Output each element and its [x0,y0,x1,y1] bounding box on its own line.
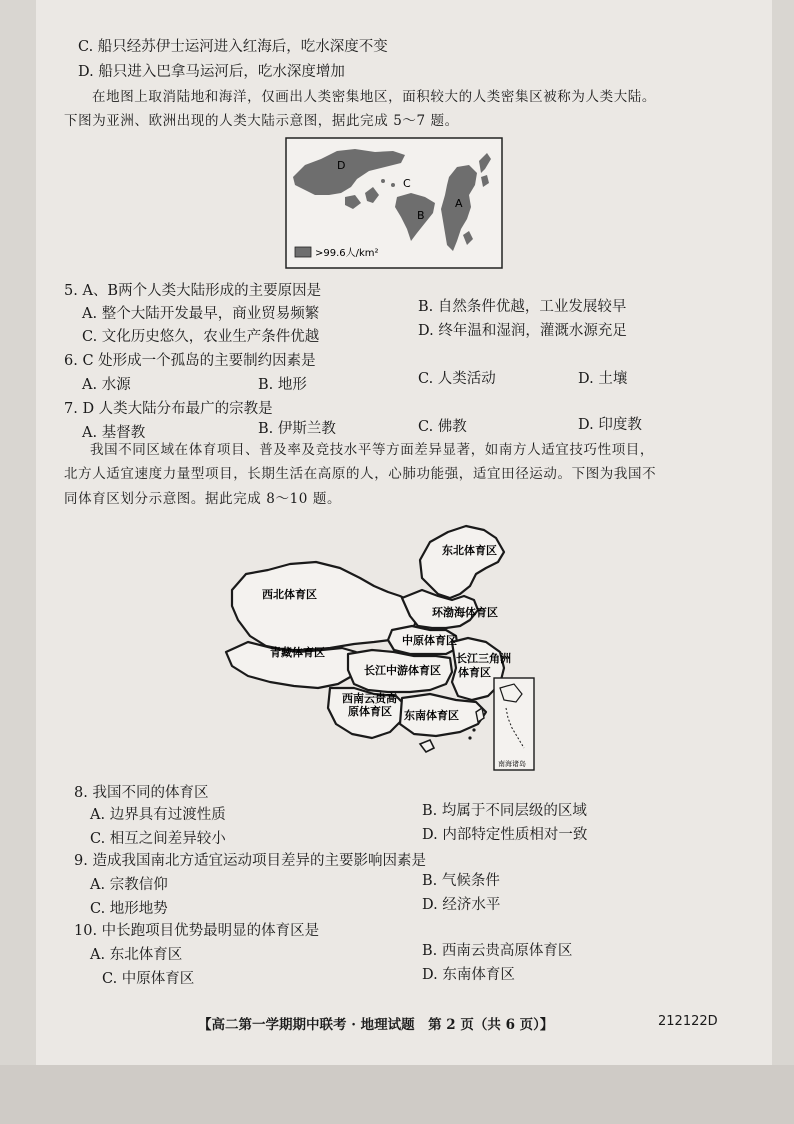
island-dot [472,728,475,731]
q9-option-b: B. 气候条件 [422,873,500,889]
label-zhongyuan: 中原体育区 [402,634,457,647]
q8-option-a: A. 边界具有过渡性质 [90,807,226,823]
label-xinan-2: 原体育区 [348,705,392,718]
q10-option-a: A. 东北体育区 [90,947,183,963]
q7-option-c: C. 佛教 [418,419,467,435]
intro-8-10-line3: 同体育区划分示意图。据此完成 8～10 题。 [64,491,342,507]
intro-8-10-line1: 我国不同区域在体育项目、普及率及竞技水平等方面差异显著，如南方人适宜技巧性项目， [90,442,654,458]
q10-option-c: C. 中原体育区 [102,971,195,987]
q5-option-d: D. 终年温和湿润，灌溉水源充足 [418,323,627,339]
legend-swatch [295,247,311,257]
page-bottom-margin [0,1065,794,1124]
label-xinan-1: 西南云贵高 [342,692,397,705]
q10-option-b: B. 西南云贵高原体育区 [422,943,573,959]
hainan-shape [420,740,434,752]
label-huanbohai: 环渤海体育区 [432,606,498,619]
q9-option-c: C. 地形地势 [90,901,168,917]
region-c-dot-2 [391,183,395,187]
q7-option-a: A. 基督教 [82,425,146,441]
q7-option-b: B. 伊斯兰教 [258,421,336,437]
region-c-dot-1 [381,179,385,183]
island-dot-2 [468,736,471,739]
q7-stem: 7. D 人类大陆分布最广的宗教是 [64,401,273,417]
label-changjiang-sanjiaozhou-1: 长江三角洲 [456,652,511,665]
q9-option-a: A. 宗教信仰 [90,877,168,893]
q6-option-b: B. 地形 [258,377,307,393]
q9-stem: 9. 造成我国南北方适宜运动项目差异的主要影响因素是 [74,853,426,869]
label-xibei: 西北体育区 [262,588,317,601]
q8-option-b: B. 均属于不同层级的区域 [422,803,587,819]
option-c-prev: C. 船只经苏伊士运河进入红海后，吃水深度不变 [78,39,388,55]
legend-text: >99.6人/km² [315,248,379,259]
q8-option-d: D. 内部特定性质相对一致 [422,827,588,843]
q8-stem: 8. 我国不同的体育区 [74,785,209,801]
option-d-prev: D. 船只进入巴拿马运河后，吃水深度增加 [78,64,345,80]
q5-stem: 5. A、B两个人类大陆形成的主要原因是 [64,283,322,299]
inset-label: 南海诸岛 [498,760,526,768]
map1-label-a: A [455,197,463,210]
label-dongnan: 东南体育区 [404,709,459,722]
intro-5-7-line2: 下图为亚洲、欧洲出现的人类大陆示意图，据此完成 5～7 题。 [64,113,459,129]
q6-option-d: D. 土壤 [578,371,628,387]
q6-option-c: C. 人类活动 [418,371,496,387]
south-china-sea-inset [494,678,534,770]
paper-code: 212122D [658,1014,718,1029]
map1-label-c: C [403,177,411,190]
label-changjiang-sanjiaozhou-2: 体育区 [458,666,491,679]
china-sports-region-map [224,512,536,774]
q9-option-d: D. 经济水平 [422,897,501,913]
label-dongbei: 东北体育区 [442,544,497,557]
q10-stem: 10. 中长跑项目优势最明显的体育区是 [74,923,320,939]
q6-stem: 6. C 处形成一个孤岛的主要制约因素是 [64,353,316,369]
region-dongbei-shape [420,526,504,598]
label-changjiang-zhongyou: 长江中游体育区 [364,664,441,677]
q8-option-c: C. 相互之间差异较小 [90,831,226,847]
human-continent-map [285,137,503,269]
q6-option-a: A. 水源 [82,377,131,393]
q5-option-b: B. 自然条件优越，工业发展较早 [418,299,627,315]
map1-label-d: D [337,159,346,172]
q5-option-a: A. 整个大陆开发最早，商业贸易频繁 [82,306,320,322]
page-footer-title: 【高二第一学期期中联考 · 地理试题 第 2 页（共 6 页）】 [198,1017,554,1033]
label-qingzang: 青藏体育区 [270,646,325,659]
map1-label-b: B [417,209,425,222]
q10-option-d: D. 东南体育区 [422,967,515,983]
q7-option-d: D. 印度教 [578,417,642,433]
intro-5-7-line1: 在地图上取消陆地和海洋，仅画出人类密集地区，面积较大的人类密集区被称为人类大陆。 [92,89,656,105]
q5-option-c: C. 文化历史悠久，农业生产条件优越 [82,329,320,345]
intro-8-10-line2: 北方人适宜速度力量型项目，长期生活在高原的人，心肺功能强，适宜田径运动。下图为我国不 [64,466,657,482]
